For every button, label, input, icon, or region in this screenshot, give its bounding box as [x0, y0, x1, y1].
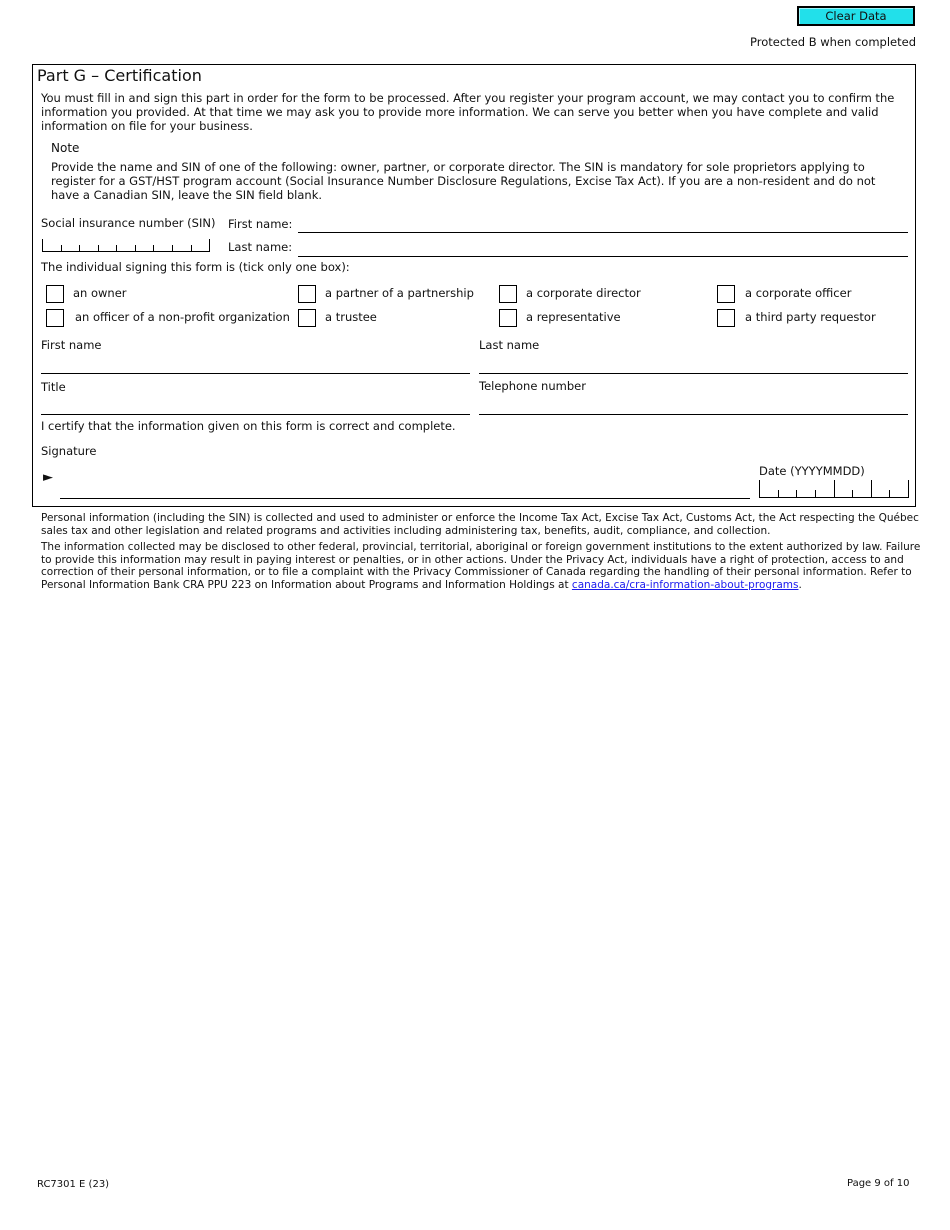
option-partner-label: a partner of a partnership	[325, 286, 474, 300]
clear-data-button[interactable]: Clear Data	[797, 6, 915, 26]
option-owner-label: an owner	[73, 286, 127, 300]
part-g-title: Part G – Certification	[37, 66, 202, 85]
checkbox-representative[interactable]	[499, 309, 517, 327]
signer-first-name-input[interactable]	[41, 372, 470, 374]
form-id: RC7301 E (23)	[37, 1179, 110, 1190]
sin-label: Social insurance number (SIN)	[41, 216, 216, 230]
checkbox-corporate-director[interactable]	[499, 285, 517, 303]
signing-label: The individual signing this form is (tick only one box):	[41, 260, 350, 274]
option-corporate-director-label: a corporate director	[526, 286, 641, 300]
privacy-paragraph-1: Personal information (including the SIN) is collected and used to administer or enforce the Income Tax Act, Excise Tax Act, Customs Act, the Act respecting the Québec sales tax and other legislation and related programs and activities including administering tax, benefits, audit, compliance, and collection.	[41, 512, 919, 537]
note-title: Note	[51, 141, 80, 155]
telephone-input[interactable]	[479, 413, 908, 415]
checkbox-owner[interactable]	[46, 285, 64, 303]
privacy-paragraph-2-text: The information collected may be disclosed to other federal, provincial, territorial, aboriginal or foreign government institutions to the extent authorized by law. Failure to provide this information may result in paying interest or penalties, or in other actions. Under the Privacy Act, individuals have a right of protection, access to and correction of their personal information, or to file a complaint with the Privacy Commissioner of Canada regarding the handling of their personal information. Refer to Personal Information Bank CRA PPU 223 on Information about Programs and Information Holdings at	[41, 541, 921, 591]
privacy-period: .	[798, 578, 802, 591]
title-input[interactable]	[41, 413, 470, 415]
protected-b-label: Protected B when completed	[750, 35, 916, 49]
checkbox-nonprofit-officer[interactable]	[46, 309, 64, 327]
page-number: Page 9 of 10	[847, 1178, 910, 1189]
signature-label: Signature	[41, 444, 97, 458]
option-corporate-officer-label: a corporate officer	[745, 286, 852, 300]
note-body: Provide the name and SIN of one of the following: owner, partner, or corporate director. The SIN is mandatory for sole proprietors applying to register for a GST/HST program account (Social Insurance Number Disclosure Regulations, Excise Tax Act). If you are a non-resident and do not have a Canadian SIN, leave the SIN field blank.	[51, 160, 876, 202]
title-label: Title	[41, 380, 66, 394]
signature-arrow-icon: ►	[43, 470, 53, 485]
date-input[interactable]	[759, 480, 909, 498]
last-name-input[interactable]	[298, 255, 908, 257]
checkbox-third-party[interactable]	[717, 309, 735, 327]
certify-statement: I certify that the information given on this form is correct and complete.	[41, 419, 456, 433]
option-trustee-label: a trustee	[325, 310, 377, 324]
option-representative-label: a representative	[526, 310, 621, 324]
option-third-party-label: a third party requestor	[745, 310, 876, 324]
cra-programs-link[interactable]: canada.ca/cra-information-about-programs	[571, 578, 799, 591]
first-name-label: First name:	[228, 217, 293, 231]
part-g-intro: You must fill in and sign this part in order for the form to be processed. After you register your program account, we may contact you to confirm the information you provided. At that time we may ask you to provide more information. We can serve you better when you have complete and valid information on file for your business.	[41, 91, 895, 133]
signer-last-name-label: Last name	[479, 338, 540, 352]
telephone-label: Telephone number	[479, 379, 586, 393]
privacy-paragraph-2	[41, 541, 921, 591]
checkbox-partner[interactable]	[298, 285, 316, 303]
signature-input[interactable]	[60, 497, 750, 499]
option-nonprofit-officer-label: an officer of a non-profit organization	[75, 310, 290, 324]
date-label: Date (YYYYMMDD)	[759, 464, 865, 478]
last-name-label: Last name:	[228, 240, 293, 254]
checkbox-corporate-officer[interactable]	[717, 285, 735, 303]
signer-first-name-label: First name	[41, 338, 102, 352]
sin-input[interactable]	[42, 239, 210, 252]
checkbox-trustee[interactable]	[298, 309, 316, 327]
first-name-input[interactable]	[298, 231, 908, 233]
signer-last-name-input[interactable]	[479, 372, 908, 374]
